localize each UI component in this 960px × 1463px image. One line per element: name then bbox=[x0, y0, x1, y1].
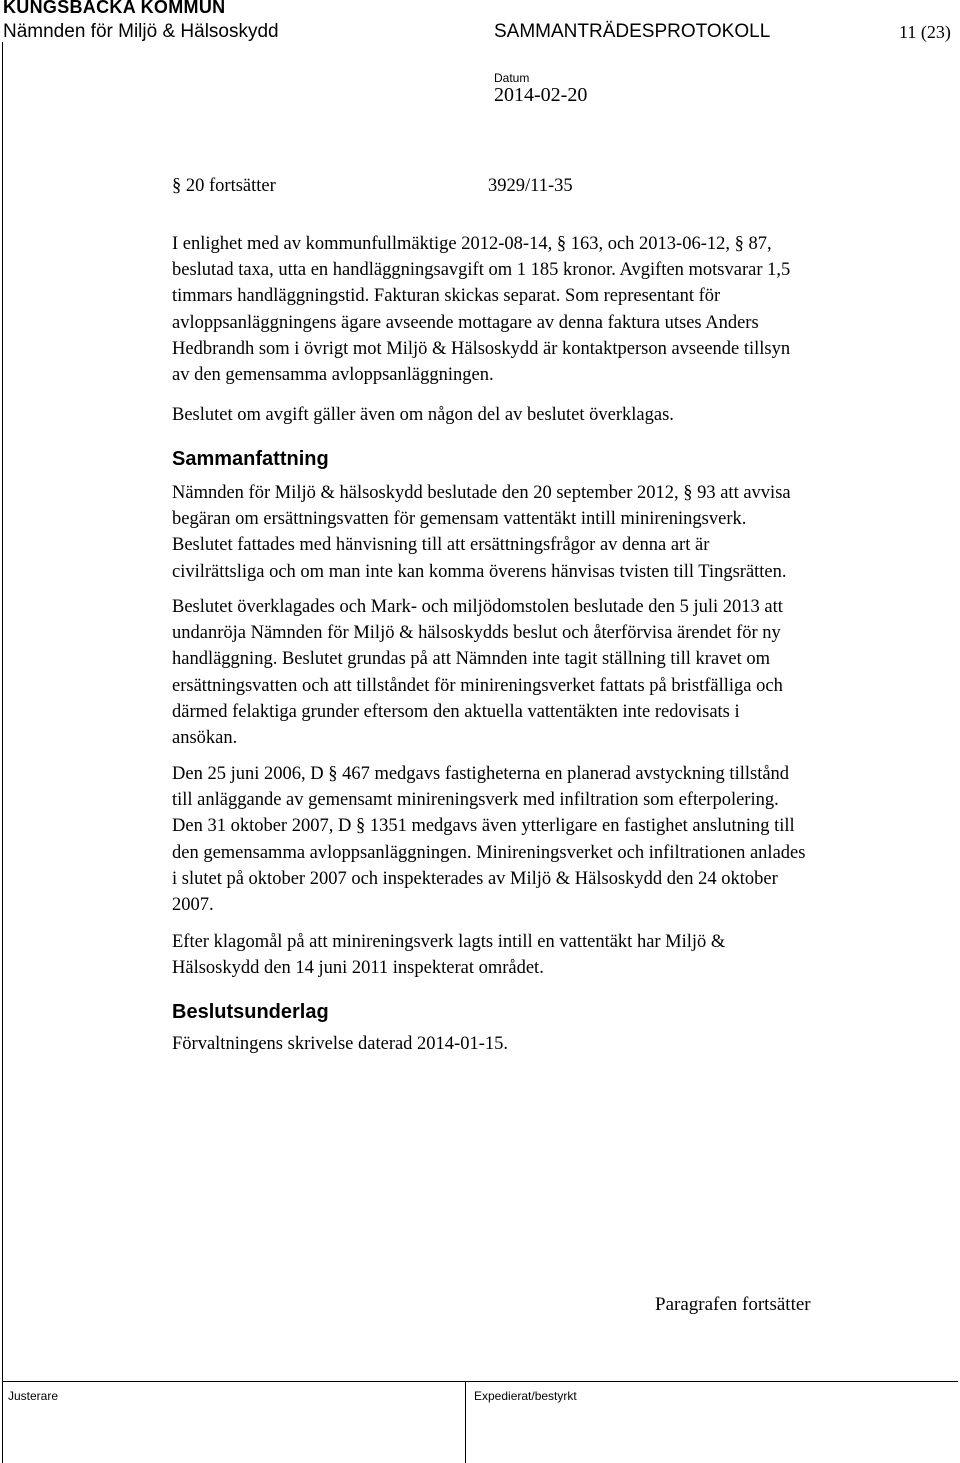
signature-margin-rule bbox=[2, 1381, 3, 1463]
text-line: undanröja Nämnden för Miljö & hälsoskydds beslut och återförvisa ärendet för ny bbox=[172, 623, 781, 644]
text-line: 2007. bbox=[172, 895, 214, 916]
text-line: handläggning. Beslutet grundas på att Nämnden inte tagit ställning till kravet om bbox=[172, 649, 771, 670]
basis-text bbox=[172, 1031, 932, 1057]
text-line: Beslutet överklagades och Mark- och miljödomstolen beslutade den 5 juli 2013 att bbox=[172, 597, 783, 617]
summary-paragraph-4 bbox=[172, 929, 932, 981]
text-line: begäran om ersättningsvatten för gemensam vattentäkt intill minireningsverk. bbox=[172, 509, 747, 530]
date-label: Datum bbox=[494, 71, 530, 85]
text-line: I enlighet med av kommunfullmäktige 2012-08-14, § 163, och 2013-06-12, § 87, bbox=[172, 234, 772, 254]
signature-divider bbox=[2, 1381, 958, 1382]
text-line: ersättningsvatten och att tillståndet för minireningsverket fattats på bristfälliga och bbox=[172, 675, 783, 696]
page-number: 11 (23) bbox=[899, 22, 951, 42]
text-line: därmed felaktiga grunder eftersom den aktuella vattentäkten inte redovisats i bbox=[172, 701, 740, 722]
signature-label-justerare: Justerare bbox=[8, 1389, 59, 1403]
text-line: Beslutet om avgift gäller även om någon del av beslutet överklagas. bbox=[172, 405, 674, 425]
text-line: Hälsoskydd den 14 juni 2011 inspekterat området. bbox=[172, 958, 544, 979]
summary-heading: Sammanfattning bbox=[172, 448, 329, 470]
text-line: Den 25 juni 2006, D § 467 medgavs fastigheterna en planerad avstyckning tillstånd bbox=[172, 764, 790, 784]
text-line: civilrättsliga och om man inte kan komma överens hänvisas tvisten till Tingsrätten. bbox=[172, 561, 787, 582]
text-line: timmars handläggningstid. Fakturan skickas separat. Som representant för bbox=[172, 286, 721, 307]
text-line: beslutad taxa, utta en handläggningsavgift om 1 185 kronor. Avgiften motsvarar 1,5 bbox=[172, 260, 791, 281]
summary-paragraph-2 bbox=[172, 594, 932, 751]
paragraph-reference: § 20 fortsätter bbox=[172, 176, 276, 196]
signature-label-expedierat: Expedierat/bestyrkt bbox=[474, 1389, 577, 1403]
signature-column-rule bbox=[465, 1381, 466, 1463]
decision-paragraph bbox=[172, 231, 932, 388]
document-date: 2014-02-20 bbox=[494, 84, 588, 106]
summary-paragraph-3 bbox=[172, 761, 932, 918]
appeal-note bbox=[172, 402, 932, 428]
text-line: Hedbrandh som i övrigt mot Miljö & Hälsoskydd är kontaktperson avseende tillsyn bbox=[172, 338, 791, 359]
text-line: i slutet på oktober 2007 och inspekterades av Miljö & Hälsoskydd den 24 oktober bbox=[172, 868, 778, 889]
text-line: avloppsanläggningens ägare avseende mottagare av denna faktura utses Anders bbox=[172, 312, 759, 333]
text-line: till anläggande av gemensamt minireningsverk med infiltration som efterpolering. bbox=[172, 790, 779, 811]
text-line: Nämnden för Miljö & hälsoskydd beslutade den 20 september 2012, § 93 att avvisa bbox=[172, 483, 791, 503]
basis-heading: Beslutsunderlag bbox=[172, 1001, 329, 1023]
text-line: Förvaltningens skrivelse daterad 2014-01-15. bbox=[172, 1034, 509, 1054]
case-number: 3929/11-35 bbox=[488, 176, 573, 196]
text-line: ansökan. bbox=[172, 728, 238, 749]
organization-name: KUNGSBACKA KOMMUN bbox=[3, 0, 226, 17]
summary-paragraph-1 bbox=[172, 480, 932, 585]
text-line: den gemensamma avloppsanläggningen. Minireningsverket och infiltrationen anlades bbox=[172, 842, 806, 863]
text-line: Beslutet fattades med hänvisning till att ersättningsfrågor av denna art är bbox=[172, 535, 710, 556]
continues-note: Paragrafen fortsätter bbox=[655, 1294, 811, 1315]
document-type: SAMMANTRÄDESPROTOKOLL bbox=[494, 21, 771, 42]
left-margin-rule bbox=[2, 42, 3, 1381]
committee-name: Nämnden för Miljö & Hälsoskydd bbox=[3, 21, 279, 42]
text-line: av den gemensamma avloppsanläggningen. bbox=[172, 365, 494, 386]
text-line: Den 31 oktober 2007, D § 1351 medgavs även ytterligare en fastighet anslutning till bbox=[172, 816, 795, 837]
text-line: Efter klagomål på att minireningsverk lagts intill en vattentäkt har Miljö & bbox=[172, 932, 726, 952]
